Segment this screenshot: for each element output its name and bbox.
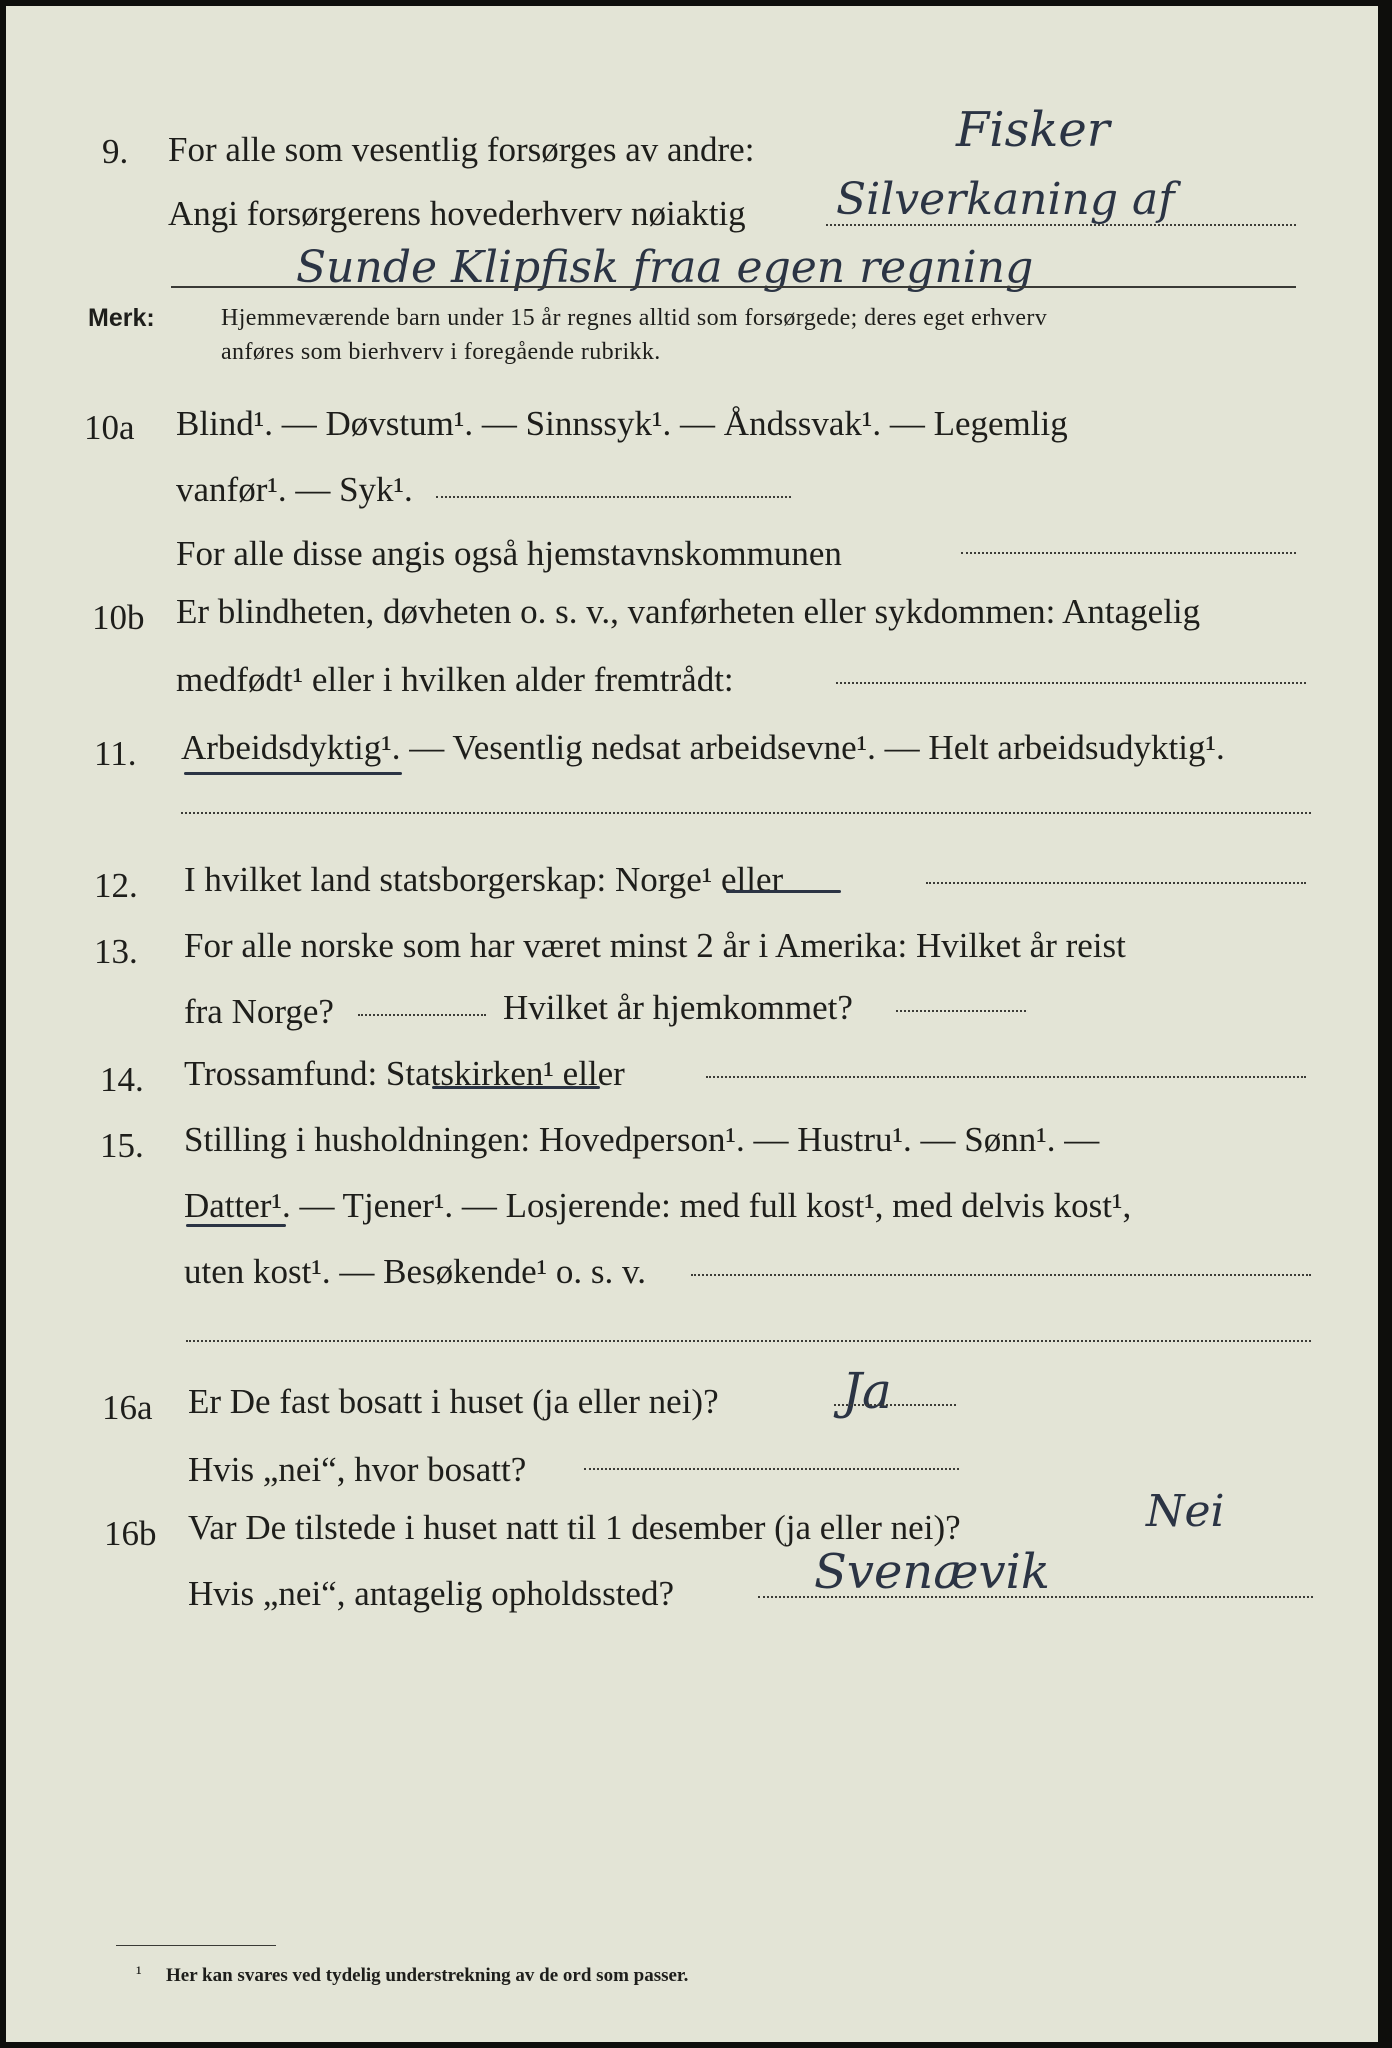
q13-line1: For alle norske som har været minst 2 år i Amerika: Hvilket år reist <box>184 926 1126 965</box>
q16b-number: 16b <box>104 1514 157 1553</box>
q14-dotted-line <box>706 1076 1306 1078</box>
q9-line1: For alle som vesentlig forsørges av andre: <box>168 130 755 169</box>
q16b-answer2: Svenævik <box>814 1544 1050 1600</box>
q10a-line3: For alle disse angis også hjemstavnskommunen <box>176 534 842 573</box>
q16a-line2: Hvis „nei“, hvor bosatt? <box>188 1450 527 1489</box>
q10a-line1: Blind¹. — Døvstum¹. — Sinnssyk¹. — Åndssvak¹. — Legemlig <box>176 404 1068 443</box>
q16a-dotted-line <box>834 1404 956 1406</box>
merk-label: Merk: <box>88 304 155 332</box>
q14-number: 14. <box>100 1060 144 1099</box>
q10a-line2: vanfør¹. — Syk¹. <box>176 470 413 509</box>
q9-line2: Angi forsørgerens hovederhverv nøiaktig <box>168 194 746 233</box>
q9-answer-line2: Sunde Klipfisk fraa egen regning <box>296 242 1034 293</box>
q16a-answer: Ja <box>842 1362 892 1420</box>
q13-line2a: fra Norge? <box>184 992 334 1031</box>
q9-number: 9. <box>102 132 129 171</box>
q9-answer-top: Fisker <box>956 102 1110 158</box>
q15-dotted-line-1 <box>691 1274 1311 1276</box>
q16a-line1: Er De fast bosatt i huset (ja eller nei)? <box>188 1382 719 1421</box>
q11-number: 11. <box>94 734 137 773</box>
q11-arbeidsdyktig-underline <box>184 772 402 775</box>
q12-number: 12. <box>94 866 138 905</box>
q15-line1: Stilling i husholdningen: Hovedperson¹. — Hustru¹. — Sønn¹. — <box>184 1120 1100 1159</box>
q9-answer-line1: Silverkaning af <box>836 174 1175 225</box>
q11-line1: Arbeidsdyktig¹. — Vesentlig nedsat arbeidsevne¹. — Helt arbeidsudyktig¹. <box>181 728 1225 767</box>
q15-line3: uten kost¹. — Besøkende¹ o. s. v. <box>184 1252 647 1291</box>
q13-hjemkommet-dotted-line <box>896 1010 1026 1012</box>
q9-answer-line <box>171 286 1296 288</box>
q10b-dotted-line <box>836 682 1306 684</box>
q10b-line2: medfødt¹ eller i hvilken alder fremtrådt: <box>176 660 734 699</box>
census-form-page <box>6 6 1378 2042</box>
q13-line2b: Hvilket år hjemkommet? <box>503 988 853 1027</box>
q10a-number: 10a <box>84 408 135 447</box>
q15-dotted-line-2 <box>186 1340 1311 1342</box>
q16b-line1: Var De tilstede i huset natt til 1 desember (ja eller nei)? <box>188 1508 961 1547</box>
q14-line1: Trossamfund: Statskirken¹ eller <box>184 1054 625 1093</box>
merk-line2: anføres som bierhverv i foregående rubrikk. <box>221 339 661 365</box>
q16a-bosatt-dotted-line <box>584 1468 959 1470</box>
q16a-number: 16a <box>102 1388 153 1427</box>
q10b-line1: Er blindheten, døvheten o. s. v., vanførheten eller sykdommen: Antagelig <box>176 592 1201 631</box>
merk-line1: Hjemmeværende barn under 15 år regnes alltid som forsørgede; deres eget erhverv <box>221 305 1048 331</box>
q15-datter-underline <box>186 1224 286 1227</box>
q12-line1: I hvilket land statsborgerskap: Norge¹ eller <box>184 860 784 899</box>
footnote-mark: ¹ <box>136 1963 142 1984</box>
q10a-syk-dotted-line <box>436 496 791 498</box>
q13-reist-dotted-line <box>358 1014 486 1016</box>
q14-statskirken-underline <box>432 1086 600 1089</box>
q11-dotted-line <box>181 812 1311 814</box>
q10a-hjemstavn-dotted-line <box>961 552 1296 554</box>
q12-dotted-line <box>926 882 1306 884</box>
q15-line2: Datter¹. — Tjener¹. — Losjerende: med full kost¹, med delvis kost¹, <box>184 1186 1132 1225</box>
q13-number: 13. <box>94 932 138 971</box>
q16b-answer1: Nei <box>1146 1486 1225 1537</box>
q12-norge-underline <box>726 890 841 893</box>
footnote-text: Her kan svares ved tydelig understrekning av de ord som passer. <box>166 1965 689 1986</box>
footnote-rule <box>116 1945 276 1946</box>
q10b-number: 10b <box>92 598 145 637</box>
q16b-line2: Hvis „nei“, antagelig opholdssted? <box>188 1574 674 1613</box>
q15-number: 15. <box>100 1126 144 1165</box>
